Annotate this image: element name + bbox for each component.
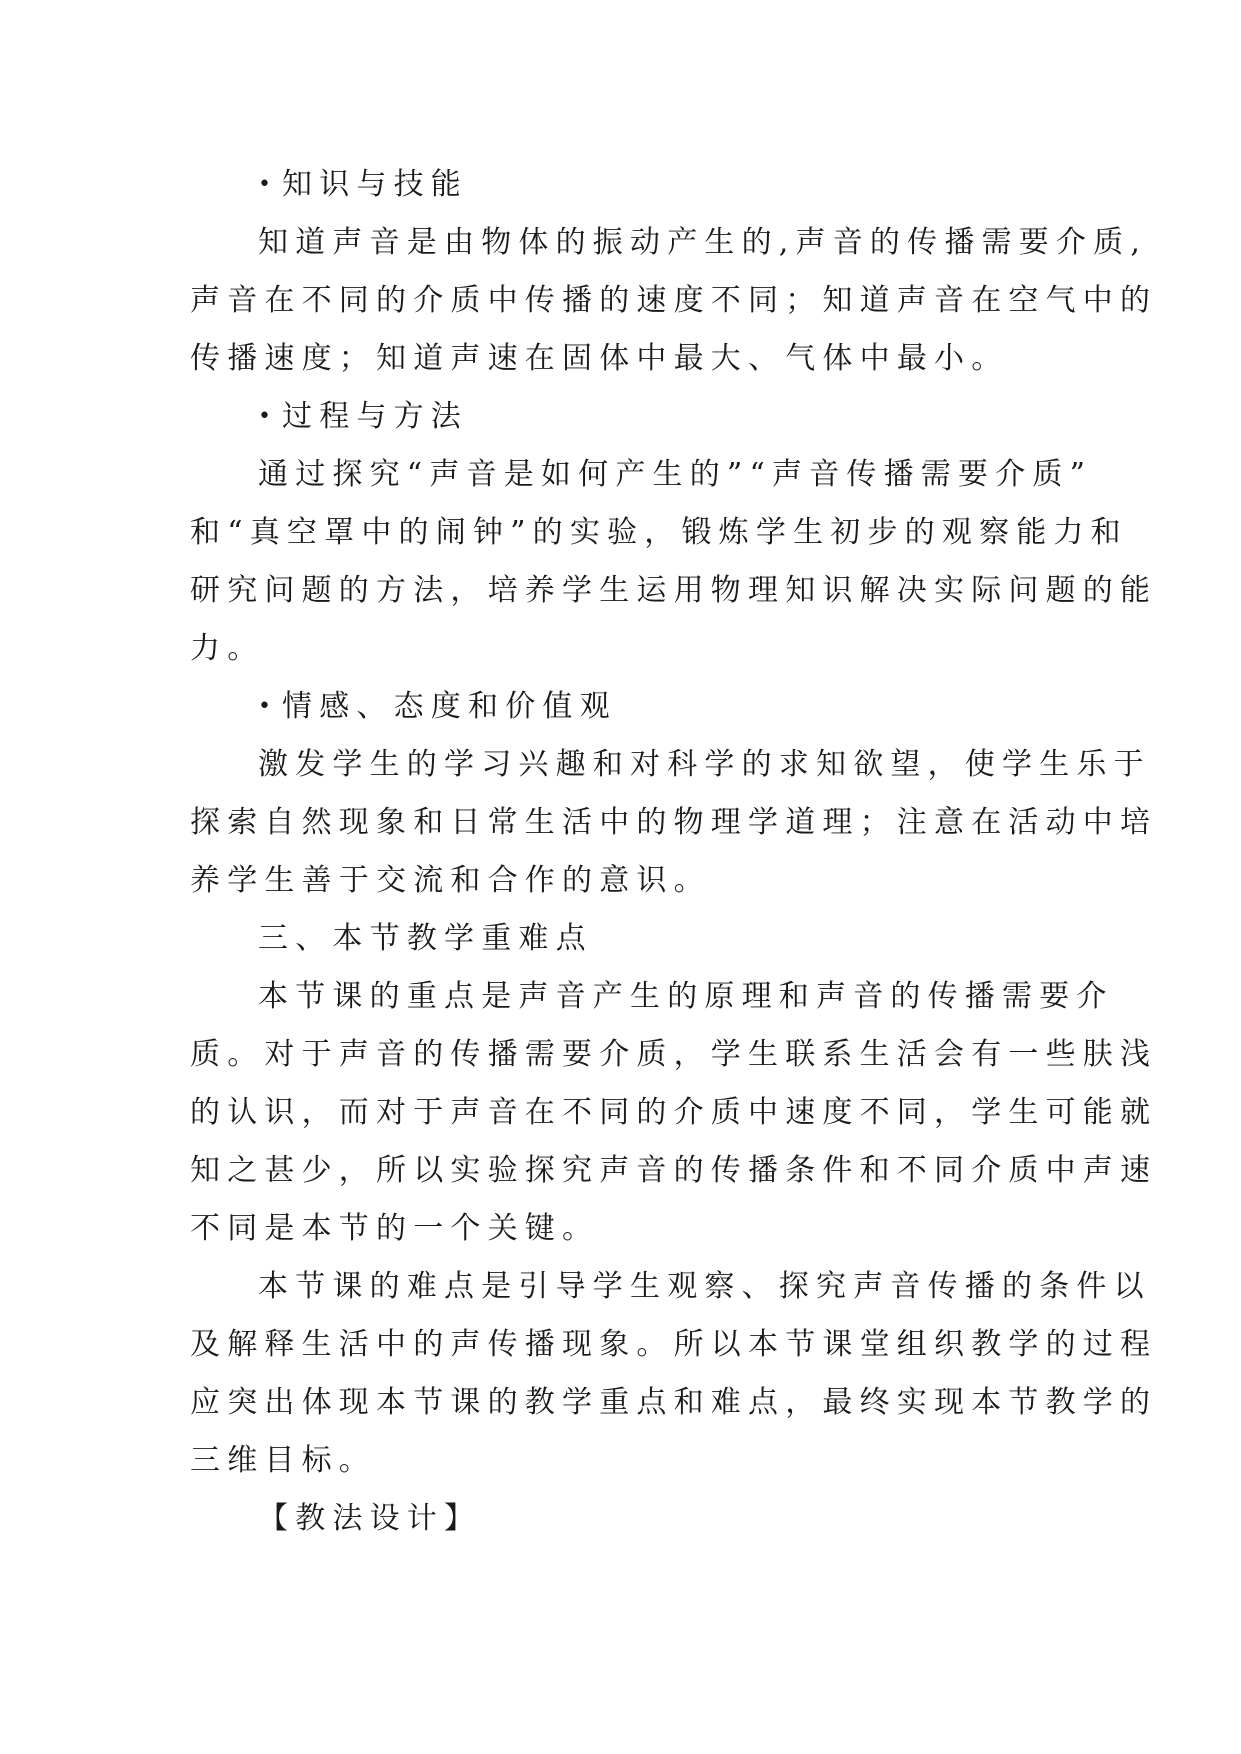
paragraph-line: 和“真空罩中的闹钟”的实验，锻炼学生初步的观察能力和 <box>190 515 1128 550</box>
objective-heading-label: 过程与方法 <box>282 399 468 434</box>
paragraph-line: 研究问题的方法，培养学生运用物理知识解决实际问题的能 <box>190 573 1158 608</box>
paragraph-line: 的认识，而对于声音在不同的介质中速度不同，学生可能就 <box>190 1095 1158 1130</box>
paragraph-line: 应突出体现本节课的教学重点和难点，最终实现本节教学的 <box>190 1385 1158 1420</box>
paragraph-line: 知之甚少，所以实验探究声音的传播条件和不同介质中声速 <box>190 1153 1158 1188</box>
paragraph-line: 养学生善于交流和合作的意识。 <box>190 863 711 898</box>
paragraph-line: 激发学生的学习兴趣和对科学的求知欲望，使学生乐于 <box>258 747 1151 782</box>
bullet-icon: • <box>258 172 279 197</box>
paragraph-line: 及解释生活中的声传播现象。所以本节课堂组织教学的过程 <box>190 1327 1158 1362</box>
objective-heading-label: 情感、态度和价值观 <box>282 689 617 724</box>
paragraph-line: 知道声音是由物体的振动产生的,声音的传播需要介质, <box>258 225 1148 260</box>
objective-heading-process <box>190 388 1090 446</box>
paragraph-line: 质。对于声音的传播需要介质，学生联系生活会有一些肤浅 <box>190 1037 1158 1072</box>
section-heading-key-points: 三、本节教学重难点 <box>258 921 593 956</box>
paragraph-line: 本节课的难点是引导学生观察、探究声音传播的条件以 <box>258 1269 1151 1304</box>
bullet-icon: • <box>258 404 279 429</box>
paragraph-line: 传播速度；知道声速在固体中最大、气体中最小。 <box>190 341 1009 376</box>
objective-heading-attitude <box>190 678 1090 736</box>
paragraph-line: 探索自然现象和日常生活中的物理学道理；注意在活动中培 <box>190 805 1158 840</box>
section-heading-teaching-method: 【教法设计】 <box>258 1501 482 1536</box>
paragraph-line: 力。 <box>190 631 265 666</box>
objective-heading-label: 知识与技能 <box>282 167 468 202</box>
document-body <box>190 156 1158 1548</box>
paragraph-line: 不同是本节的一个关键。 <box>190 1211 600 1246</box>
objective-heading-knowledge <box>190 156 1090 214</box>
paragraph-line: 通过探究“声音是如何产生的”“声音传播需要介质” <box>258 457 1093 492</box>
bullet-icon: • <box>258 694 279 719</box>
paragraph-line: 本节课的重点是声音产生的原理和声音的传播需要介 <box>258 979 1114 1014</box>
paragraph-line: 声音在不同的介质中传播的速度不同；知道声音在空气中的 <box>190 283 1158 318</box>
paragraph-line: 三维目标。 <box>190 1443 376 1478</box>
